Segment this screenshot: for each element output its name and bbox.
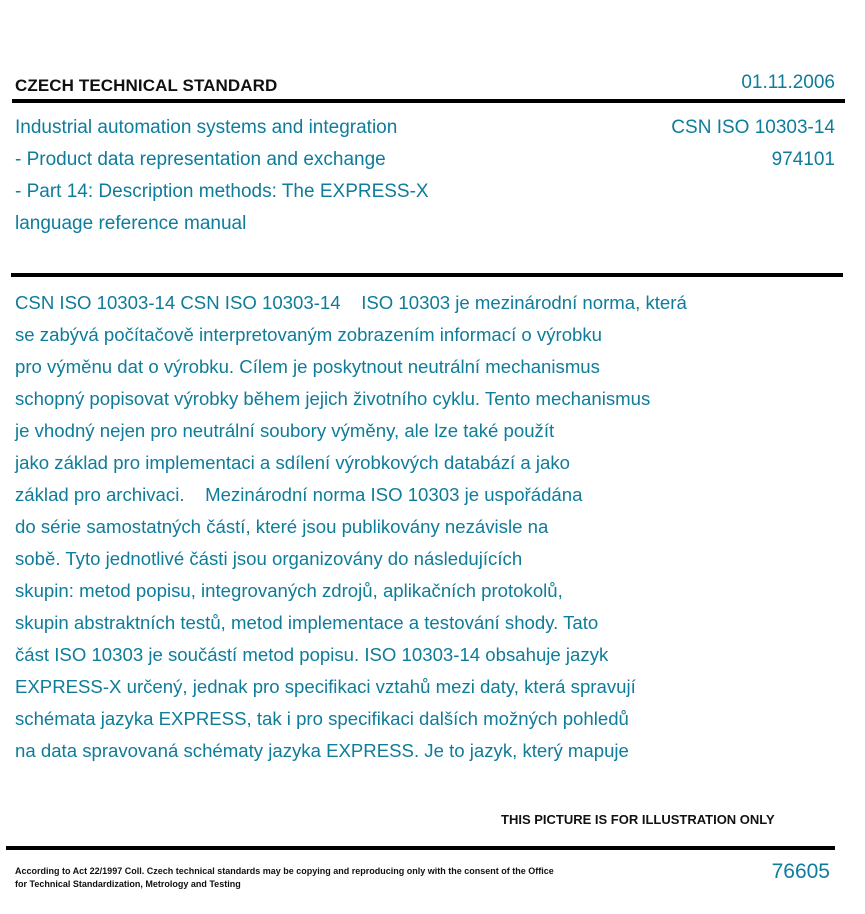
body-line: schopný popisovat výrobky během jejich životního cyklu. Tento mechanismus [15, 388, 651, 409]
body-line: je vhodný nejen pro neutrální soubory výměny, ale lze také použít [15, 420, 555, 441]
body-line: sobě. Tyto jednotlivé části jsou organizovány do následujících [15, 548, 523, 569]
legal-notice [15, 865, 554, 891]
body-line: EXPRESS-X určený, jednak pro specifikaci vztahů mezi daty, která spravují [15, 676, 636, 697]
legal-line: According to Act 22/1997 Coll. Czech technical standards may be copying and reproducing only with the consent of the Office [15, 866, 554, 876]
page-id: 76605 [771, 860, 830, 883]
body-line: skupin abstraktních testů, metod implementace a testování shody. Tato [15, 612, 599, 633]
illustration-note: THIS PICTURE IS FOR ILLUSTRATION ONLY [501, 812, 775, 827]
header-rule [12, 99, 845, 103]
title-line: - Product data representation and exchange [15, 149, 386, 170]
body-line: do série samostatných částí, které jsou publikovány nezávisle na [15, 516, 549, 537]
title-line: - Part 14: Description methods: The EXPRESS-X [15, 181, 429, 202]
body-line: CSN ISO 10303-14 CSN ISO 10303-14 ISO 10303 je mezinárodní norma, která [15, 292, 687, 313]
title-line: language reference manual [15, 213, 247, 234]
body-line: pro výměnu dat o výrobku. Cílem je poskytnout neutrální mechanismus [15, 356, 600, 377]
body-line: základ pro archivaci. Mezinárodní norma ISO 10303 je uspořádána [15, 484, 583, 505]
title-rule [11, 273, 843, 277]
body-line: se zabývá počítačově interpretovaným zobrazením informací o výrobku [15, 324, 603, 345]
body-line: schémata jazyka EXPRESS, tak i pro specifikaci dalších možných pohledů [15, 708, 629, 729]
body-line: skupin: metod popisu, integrovaných zdrojů, aplikačních protokolů, [15, 580, 563, 601]
standard-code: CSN ISO 10303-14 [671, 117, 835, 138]
title-line: Industrial automation systems and integration [15, 117, 398, 138]
legal-line: for Technical Standardization, Metrology and Testing [15, 879, 241, 889]
class-number: 974101 [771, 149, 835, 170]
body-line: jako základ pro implementaci a sdílení výrobkových databází a jako [15, 452, 571, 473]
body-line: část ISO 10303 je součástí metod popisu. ISO 10303-14 obsahuje jazyk [15, 644, 609, 665]
standard-label: CZECH TECHNICAL STANDARD [15, 76, 278, 95]
body-line: na data spravovaná schématy jazyka EXPRESS. Je to jazyk, který mapuje [15, 740, 629, 761]
footer-rule [6, 846, 835, 850]
issue-date: 01.11.2006 [741, 72, 835, 93]
